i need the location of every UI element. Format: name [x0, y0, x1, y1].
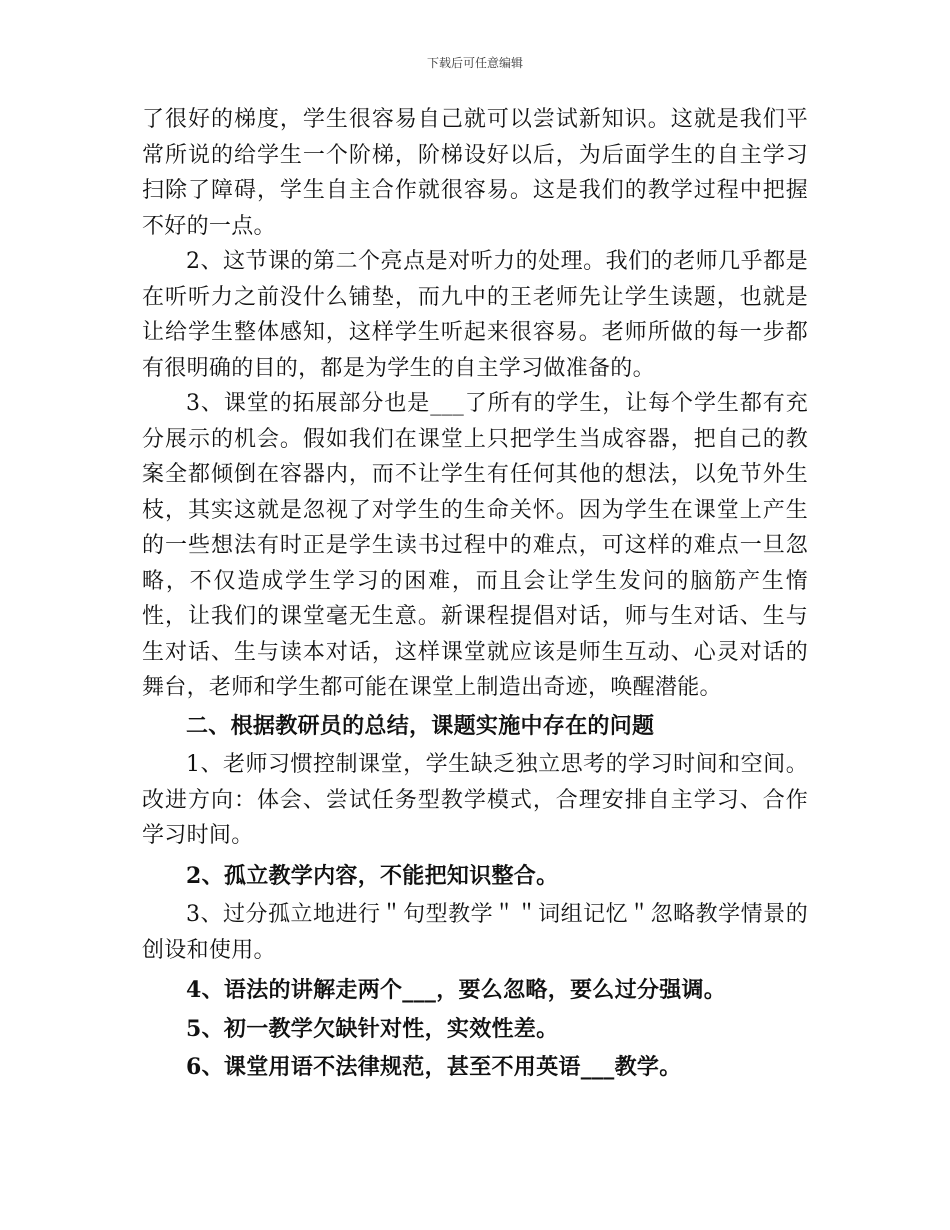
problem-item-2: 2、孤立教学内容，不能把知识整合。	[186, 862, 559, 889]
page-header: 下载后可任意编辑	[426, 56, 523, 70]
section-heading-problems: 二、根据教研员的总结，课题实施中存在的问题	[186, 712, 655, 739]
document-body	[142, 102, 808, 1086]
problem-item-6: 6、课堂用语不法律规范，甚至不用英语___教学。	[186, 1054, 682, 1080]
problem-item-4: 4、语法的讲解走两个___，要么忽略，要么过分强调。	[186, 977, 727, 1003]
problem-item-3: 3、过分孤立地进行＂句型教学＂＂词组记忆＂忽略教学情景的创设和使用。	[142, 902, 808, 963]
problem-item-5: 5、初一教学欠缺针对性，实效性差。	[186, 1015, 559, 1042]
paragraph-point-3: 3、课堂的拓展部分也是___了所有的学生，让每个学生都有充分展示的机会。假如我们在课堂上只把学生当成容器，把自己的教案全都倾倒在容器内，而不让学生有任何其他的想法，以免节外生枝，其实这就是忽视了对学生的生命关怀。因为学生在课堂上产生的一些想法有时正是学生读书过程中的难点，可这样的难点一旦忽略，不仅造成学生学习的困难，而且会让学生发问的脑筋产生惰性，让我们的课堂毫无生意。新课程提倡对话，师与生对话、生与生对话、生与读本对话，这样课堂就应该是师生互动、心灵对话的舞台，老师和学生都可能在课堂上制造出奇迹，唤醒潜能。	[142, 391, 808, 700]
paragraph-continuation: 了很好的梯度，学生很容易自己就可以尝试新知识。这就是我们平常所说的给学生一个阶梯，阶梯设好以后，为后面学生的自主学习扫除了障碍，学生自主合作就很容易。这是我们的教学过程中把握不好的一点。	[142, 107, 808, 239]
problem-item-1: 1、老师习惯控制课堂，学生缺乏独立思考的学习时间和空间。改进方向：体会、尝试任务型教学模式，合理安排自主学习、合作学习时间。	[142, 752, 808, 848]
paragraph-point-2: 2、这节课的第二个亮点是对听力的处理。我们的老师几乎都是在听听力之前没什么铺垫，而九中的王老师先让学生读题，也就是让给学生整体感知，这样学生听起来很容易。老师所做的每一步都有很明确的目的，都是为学生的自主学习做准备的。	[142, 249, 808, 381]
